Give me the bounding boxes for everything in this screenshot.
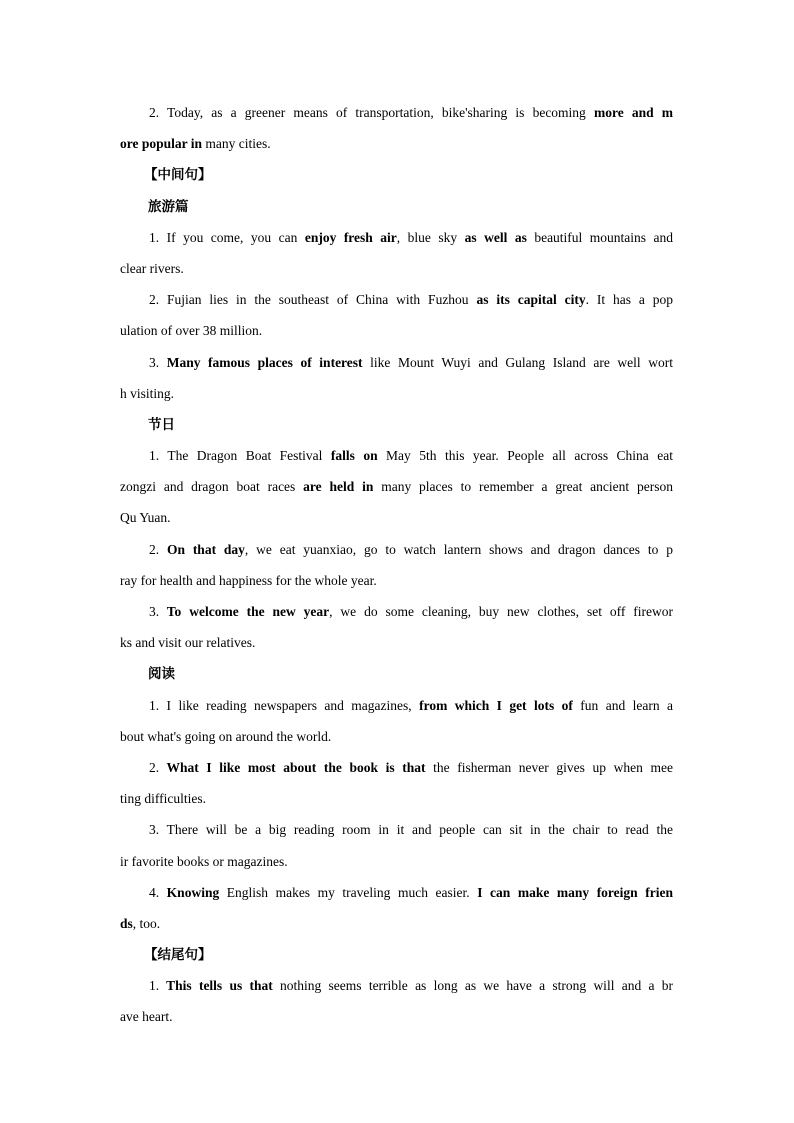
text-run: clear rivers. (120, 260, 184, 276)
text-run: 2. (149, 759, 160, 775)
bold-phrase: ore popular in (120, 136, 203, 152)
sentence-line (120, 534, 673, 565)
text-run: ulation of over 38 million. (120, 323, 263, 339)
sentence-line (120, 814, 673, 845)
text-run: many places to remember a great ancient person (373, 479, 673, 495)
sentence-line (120, 908, 673, 939)
sentence-line (120, 97, 673, 128)
text-run: 3. There will be a big reading room in it and people can sit in the chair to read the (149, 822, 673, 838)
sentence-line (120, 440, 673, 471)
sentence-line (120, 565, 673, 596)
sentence-line (120, 877, 673, 908)
section-heading (120, 409, 673, 440)
document-page (120, 97, 673, 1033)
text-run: 1. (149, 978, 160, 994)
text-run: zongzi and dragon boat races (120, 479, 296, 495)
text-run: 3. (149, 354, 160, 370)
text-run: ave heart. (120, 1009, 173, 1025)
sentence-line (120, 596, 673, 627)
bold-phrase: On that day (159, 541, 245, 557)
text-run: , blue sky (396, 229, 458, 245)
text-run: the fisherman never gives up when mee (425, 759, 673, 775)
text-run: , too. (132, 915, 161, 931)
bold-phrase: as well as (457, 229, 527, 245)
sentence-line (120, 253, 673, 284)
bold-phrase: enjoy fresh air (297, 229, 397, 245)
section-heading-text: 【中间句】 (144, 167, 212, 184)
section-heading (120, 159, 673, 190)
bold-phrase: are held in (295, 479, 374, 495)
sentence-line (120, 721, 673, 752)
bold-phrase: What I like most about the book is that (159, 759, 426, 775)
text-run: Qu Yuan. (120, 510, 171, 526)
text-run: 3. (149, 604, 160, 619)
bold-phrase: ds (120, 915, 133, 931)
text-run: 1. The Dragon Boat Festival (149, 448, 323, 464)
text-run: 2. Today, as a greener means of transportation, bike'sharing is becoming (149, 105, 586, 120)
sentence-line (120, 752, 673, 783)
section-heading-text: 阅读 (148, 666, 175, 683)
bold-phrase: Knowing (159, 884, 220, 900)
bold-phrase: as its capital city (468, 292, 586, 308)
text-run: . It has a pop (585, 292, 673, 308)
sentence-line (120, 970, 673, 1001)
sentence-line (120, 846, 673, 877)
text-run: many cities. (202, 136, 271, 152)
text-run: like Mount Wuyi and Gulang Island are well wort (362, 354, 673, 370)
text-run: fun and learn a (572, 697, 673, 713)
text-run: May 5th this year. People all across China eat (377, 448, 673, 464)
sentence-line (120, 783, 673, 814)
sentence-line (120, 347, 673, 378)
text-run: 4. (149, 884, 160, 900)
section-heading-text: 【结尾句】 (144, 947, 212, 964)
sentence-line (120, 315, 673, 346)
section-heading-text: 节日 (148, 416, 175, 433)
bold-phrase: I can make many foreign frien (469, 884, 673, 900)
bold-phrase: from which I get lots of (411, 697, 573, 713)
text-run: ting difficulties. (120, 791, 206, 807)
bold-phrase: more and m (585, 105, 673, 120)
sentence-line (120, 222, 673, 253)
text-run: 1. If you come, you can (149, 229, 298, 245)
bold-phrase: To welcome the new year (159, 604, 330, 619)
sentence-line (120, 627, 673, 658)
text-run: 2. Fujian lies in the southeast of China with Fuzhou (149, 292, 469, 308)
sentence-line (120, 502, 673, 533)
text-run: bout what's going on around the world. (120, 728, 332, 744)
section-heading-text: 旅游篇 (148, 198, 189, 215)
sentence-line (120, 690, 673, 721)
text-run: h visiting. (120, 385, 175, 401)
text-run: , we eat yuanxiao, go to watch lantern shows and dragon dances to p (244, 541, 673, 557)
text-run: ir favorite books or magazines. (120, 853, 288, 869)
section-heading (120, 191, 673, 222)
bold-phrase: falls on (322, 448, 378, 464)
section-heading (120, 939, 673, 970)
sentence-line (120, 471, 673, 502)
text-run: English makes my traveling much easier. (219, 884, 470, 900)
text-run: nothing seems terrible as long as we have a strong will and a br (272, 978, 673, 994)
text-run: 1. I like reading newspapers and magazines, (149, 697, 412, 713)
text-run: , we do some cleaning, buy new clothes, set off firewor (329, 604, 673, 619)
bold-phrase: This tells us that (159, 978, 273, 994)
text-run: ray for health and happiness for the whole year. (120, 572, 377, 588)
sentence-line (120, 284, 673, 315)
text-run: 2. (149, 541, 160, 557)
text-run: beautiful mountains and (526, 229, 673, 245)
text-run: ks and visit our relatives. (120, 635, 256, 651)
sentence-line (120, 128, 673, 159)
section-heading (120, 658, 673, 689)
bold-phrase: Many famous places of interest (159, 354, 363, 370)
sentence-line (120, 1001, 673, 1032)
sentence-line (120, 378, 673, 409)
